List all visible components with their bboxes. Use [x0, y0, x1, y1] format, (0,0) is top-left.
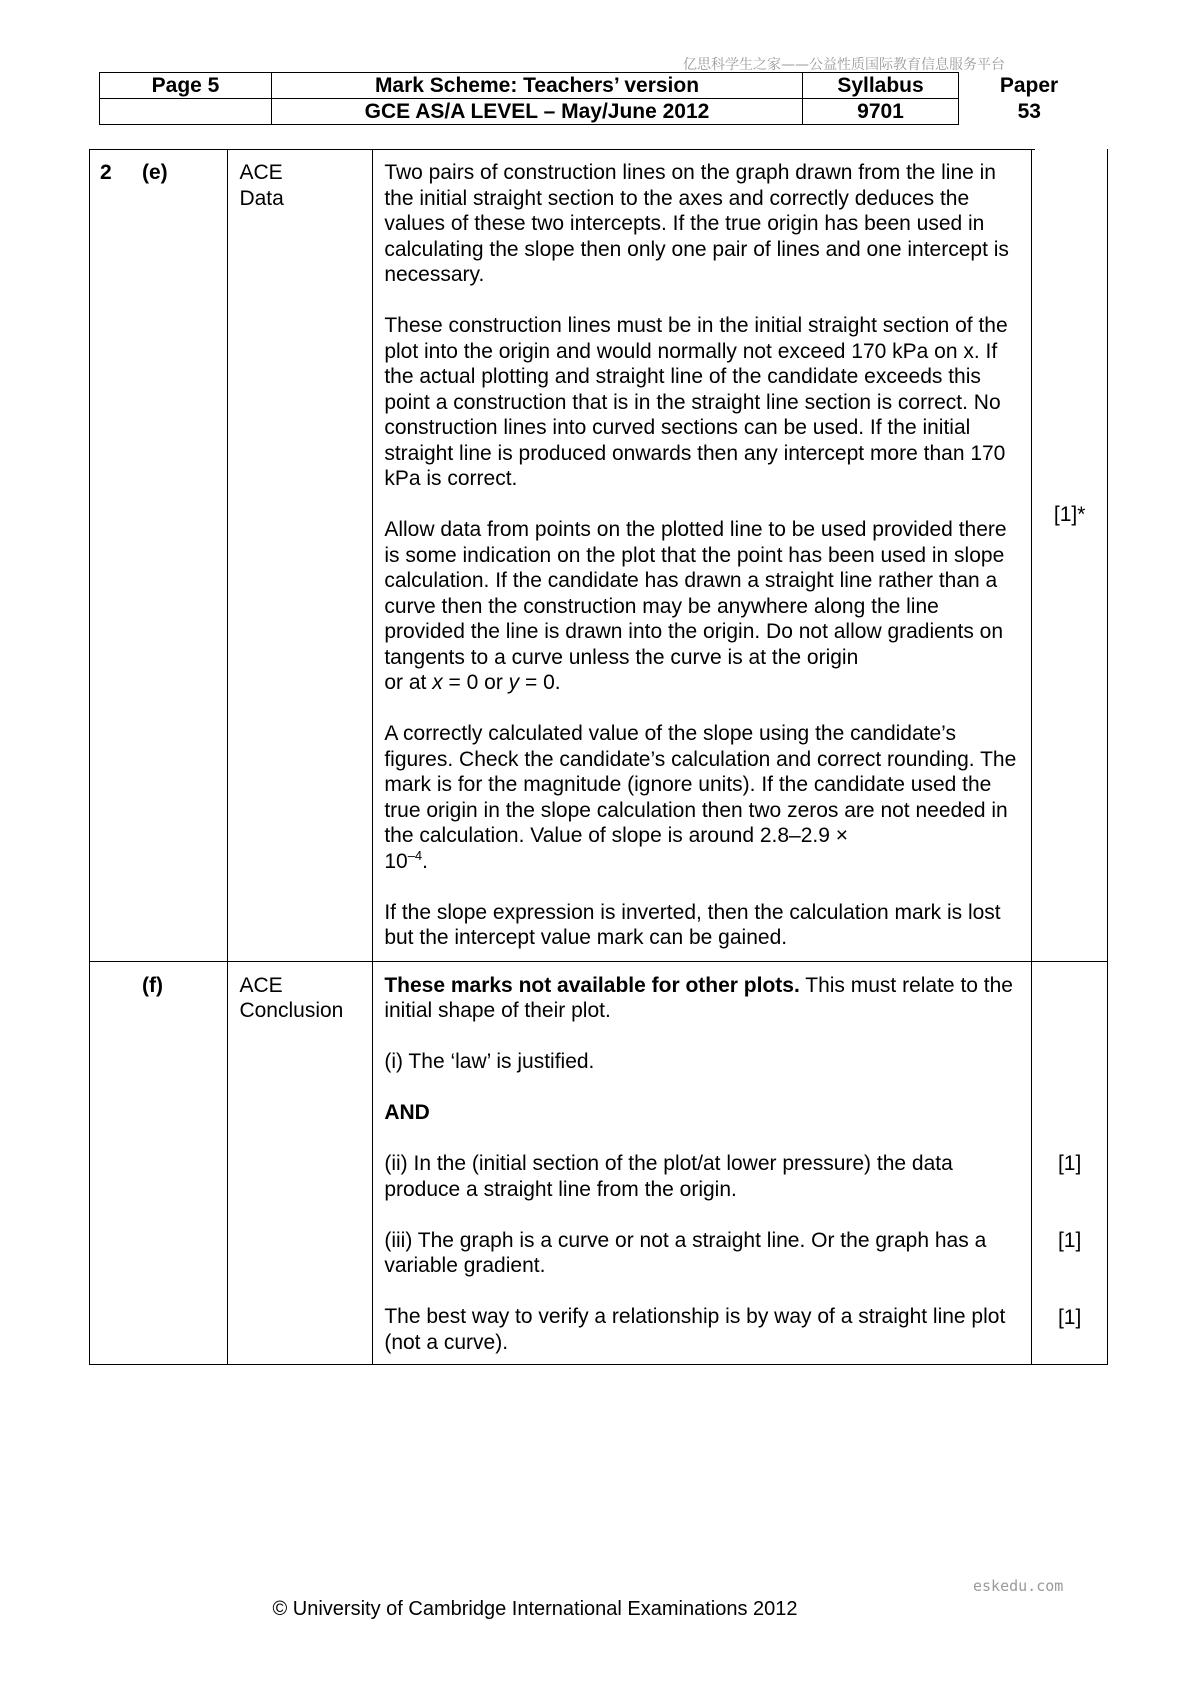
- table-row-2f: [90, 961, 1108, 1365]
- paper-label: Paper: [999, 74, 1059, 97]
- mark-cell: [1032, 961, 1108, 1365]
- mark-cell: [1032, 149, 1108, 961]
- question-cell: [90, 149, 228, 961]
- mark-scheme-table: [89, 149, 1108, 1365]
- mark-value: [1]: [1057, 1305, 1082, 1329]
- header-empty-cell: [100, 99, 272, 125]
- copyright-footer: © University of Cambridge International Examinations 2012: [272, 1598, 798, 1620]
- guidance-paragraph: These construction lines must be in the initial straight section of the plot into the origin and would normally not exceed 170 kPa on x. If the actual plotting and straight line of the candidate exceeds this point a construction that is in the straight line section is correct. No construction lines into curved sections can be used. If the initial straight line is produced onwards then any intercept more than 170 kPa is correct.: [384, 314, 1008, 490]
- category-label: ACE: [239, 161, 283, 184]
- syllabus-label: Syllabus: [803, 73, 959, 99]
- guidance-paragraph: These marks not available for other plots. This must relate to the initial shape of their plot.: [384, 973, 1013, 1022]
- guidance-cell: [373, 149, 1032, 961]
- question-number: 2: [100, 161, 112, 184]
- question-part: (f): [142, 973, 163, 997]
- guidance-paragraph: Allow data from points on the plotted line to be used provided there is some indication on the plot that the point has been used in slope calculation. If the candidate has drawn a straight line rather than a curve then the construction may be anywhere along the line provided the line is drawn into the origin. Do not allow gradients on tangents to a curve unless the curve is at the origin or at x = 0 or y = 0.: [384, 518, 1007, 694]
- and-label: AND: [384, 1101, 430, 1124]
- table-row-2e: [90, 149, 1108, 961]
- guidance-paragraph: A correctly calculated value of the slope using the candidate’s figures. Check the candidate’s calculation and correct rounding. The mark is for the magnitude (ignore units). If the candidate used the true origin in the slope calculation then two zeros are not needed in the calculation. Value of slope is around 2.8–2.9 × $10^{-4}$.: [384, 722, 1017, 873]
- syllabus-code: 9701: [803, 99, 959, 125]
- guidance-cell: [373, 961, 1032, 1365]
- category-sublabel: Data: [239, 186, 284, 210]
- mark-value: [1]: [1057, 1228, 1082, 1252]
- guidance-paragraph: If the slope expression is inverted, then the calculation mark is lost but the intercept value mark can be gained.: [384, 900, 1001, 949]
- guidance-item-iii: (iii) The graph is a curve or not a straight line. Or the graph has a variable gradient.: [384, 1228, 987, 1277]
- category-sublabel: Conclusion: [239, 999, 344, 1022]
- question-part: (e): [142, 161, 168, 184]
- question-cell: [90, 961, 228, 1365]
- guidance-item-ii: (ii) In the (initial section of the plot/at lower pressure) the data produce a straight line from the origin.: [384, 1152, 953, 1201]
- page-label: Page 5: [100, 73, 272, 99]
- watermark-bottom: eskedu.com: [973, 1577, 1064, 1595]
- guidance-item-best: The best way to verify a relationship is by way of a straight line plot (not a curve).: [384, 1305, 1006, 1354]
- category-cell: [228, 961, 373, 1365]
- mark-value: [1]: [1057, 1151, 1082, 1175]
- watermark-top: 亿思科学生之家——公益性质国际教育信息服务平台: [683, 57, 1005, 73]
- paper-number: 53: [1017, 100, 1041, 123]
- page-header: [99, 72, 1100, 125]
- guidance-item-i: (i) The ‘law’ is justified.: [384, 1050, 595, 1073]
- guidance-paragraph: Two pairs of construction lines on the graph drawn from the line in the initial straight section to the axes and correctly deduces the values of these two intercepts. If the true origin has been used in calculating the slope then only one pair of lines and one intercept is necessary.: [384, 161, 1009, 286]
- mark-scheme-title: Mark Scheme: Teachers’ version: [272, 73, 803, 99]
- mark-value: [1]*: [1053, 503, 1086, 526]
- mark-scheme-table-wrapper: [89, 149, 1108, 1365]
- exam-session: GCE AS/A LEVEL – May/June 2012: [272, 99, 803, 125]
- category-label: ACE: [239, 973, 283, 997]
- category-cell: [228, 149, 373, 961]
